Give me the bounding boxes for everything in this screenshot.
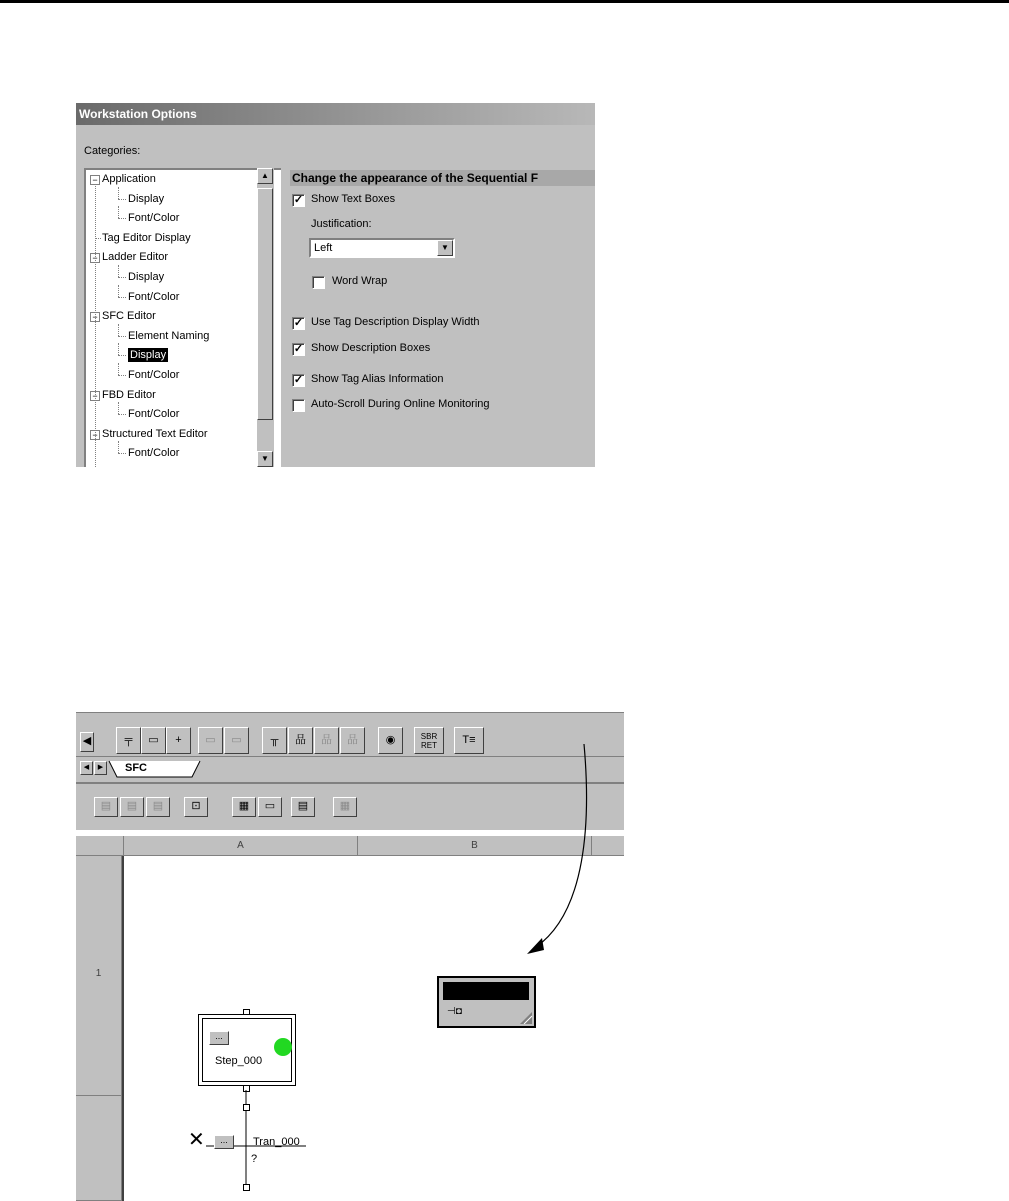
dialog-title: Workstation Options — [76, 103, 595, 125]
tree-item[interactable]: Ladder Editor — [102, 251, 169, 264]
auto-scroll-label: Auto-Scroll During Online Monitoring — [311, 398, 490, 410]
categories-tree[interactable] — [84, 168, 281, 467]
close-icon[interactable]: ✕ — [188, 1129, 205, 1151]
transition-top-connector[interactable] — [243, 1104, 250, 1111]
step-name: Step_000 — [215, 1055, 263, 1067]
tree-item[interactable]: Display — [128, 192, 165, 205]
categories-label: Categories: — [84, 145, 141, 157]
simultaneous-branch-icon[interactable]: ╥ — [262, 727, 287, 754]
scroll-down-icon[interactable]: ▼ — [257, 451, 273, 467]
tree-item[interactable]: Display — [128, 271, 165, 283]
tree-item[interactable]: Application — [102, 173, 156, 185]
tree-item[interactable]: Element Naming — [128, 329, 210, 342]
page-icon[interactable]: ▤ — [94, 797, 118, 817]
show-tag-alias-checkbox[interactable]: ✓ — [293, 374, 304, 386]
page-top-rule — [0, 0, 1009, 3]
action-icon[interactable]: ▭ — [198, 727, 223, 754]
collapse-icon[interactable]: − — [90, 430, 100, 440]
stop-icon[interactable]: ◉ — [378, 727, 403, 754]
collapse-icon[interactable]: − — [90, 312, 100, 322]
action2-icon[interactable]: ▭ — [224, 727, 249, 754]
step-icon[interactable]: ╤ — [116, 727, 141, 754]
sbr-ret-icon[interactable]: SBR RET — [414, 727, 444, 754]
tree-item[interactable]: Font/Color — [128, 408, 180, 421]
tree-connector — [118, 199, 126, 200]
step-initial-indicator — [274, 1038, 292, 1056]
scroll-thumb[interactable] — [257, 188, 273, 420]
zoom-icon[interactable]: ⊡ — [184, 797, 208, 817]
tree-connector — [118, 297, 126, 298]
tree-item[interactable]: Font/Color — [128, 447, 180, 460]
text-box-element[interactable] — [437, 976, 536, 1028]
branch3-icon[interactable]: 品 — [314, 727, 339, 754]
col-header-b: B — [358, 836, 592, 856]
options-heading: Change the appearance of the Sequential F — [290, 170, 595, 186]
tree-connector — [118, 375, 126, 376]
show-desc-boxes-label: Show Description Boxes — [311, 342, 431, 354]
resize-grip-icon[interactable] — [520, 1012, 532, 1024]
tree-connector — [118, 453, 126, 454]
tree-item[interactable]: Font/Color — [128, 290, 180, 303]
tree-connector — [118, 206, 119, 218]
tree-item[interactable]: Display — [130, 349, 167, 362]
tab-scroll-right-icon[interactable]: ▶ — [94, 761, 107, 775]
collapse-icon[interactable]: − — [90, 253, 100, 263]
toolbar-top-border — [76, 712, 624, 713]
workstation-options-dialog — [76, 103, 595, 467]
tree-item[interactable]: FBD Editor — [102, 388, 156, 401]
order-icon[interactable]: ▤ — [291, 797, 315, 817]
transition-rect-icon[interactable]: ▭ — [141, 727, 166, 754]
step-dots-button[interactable]: ... — [209, 1031, 229, 1045]
tree-connector — [118, 218, 126, 219]
transition-dots-button[interactable]: ... — [214, 1135, 234, 1149]
text-box-icon[interactable]: T≡ — [454, 727, 484, 754]
tree-connector — [118, 441, 119, 453]
word-wrap-label: Word Wrap — [332, 275, 388, 287]
tree-root-line — [95, 184, 96, 467]
branch4-icon[interactable]: 品 — [340, 727, 365, 754]
tree-item[interactable]: Font/Color — [128, 212, 180, 225]
text-box-body — [443, 982, 529, 1000]
scroll-up-icon[interactable]: ▲ — [257, 168, 273, 184]
justification-label: Justification: — [311, 218, 372, 230]
tree-connector — [118, 355, 126, 356]
pin-icon[interactable]: ⊣◘ — [447, 1006, 462, 1017]
tree-connector — [118, 285, 119, 297]
tree-connector — [118, 363, 119, 375]
transition-name: Tran_000 — [253, 1136, 300, 1148]
row-header-2 — [76, 1096, 122, 1201]
tab-scroll-left-icon[interactable]: ◀ — [80, 761, 93, 775]
collapse-icon[interactable]: − — [90, 391, 100, 401]
tree-connector — [118, 187, 119, 199]
frame-icon[interactable]: ▭ — [258, 797, 282, 817]
tree-connector — [118, 336, 126, 337]
chevron-down-icon[interactable]: ▼ — [437, 240, 453, 256]
tree-connector — [118, 324, 119, 336]
grid-icon[interactable]: ▦ — [232, 797, 256, 817]
add-icon[interactable]: + — [166, 727, 191, 754]
word-wrap-checkbox[interactable] — [312, 276, 325, 289]
tree-connector — [118, 265, 119, 277]
corner-header — [76, 836, 124, 856]
col-header-a: A — [124, 836, 358, 856]
callout-arrow — [516, 742, 624, 962]
show-text-boxes-label: Show Text Boxes — [311, 193, 396, 205]
transition-condition: ? — [251, 1153, 258, 1165]
sfc-editor — [76, 712, 624, 1201]
tree-item[interactable]: Tag Editor Display — [102, 231, 191, 244]
tree-connector — [118, 277, 126, 278]
tree-connector — [118, 343, 119, 355]
tree-scrollbar[interactable] — [257, 168, 274, 467]
row-header-1: 1 — [76, 856, 122, 1096]
tree-item[interactable]: SFC Editor — [102, 310, 156, 323]
tree-item[interactable]: Font/Color — [128, 369, 180, 381]
collapse-icon[interactable]: − — [90, 175, 100, 185]
page-edit-icon[interactable]: ▤ — [120, 797, 144, 817]
layout-icon[interactable]: ▦ — [333, 797, 357, 817]
tab-sfc[interactable]: SFC — [125, 762, 147, 774]
page-delete-icon[interactable]: ▤ — [146, 797, 170, 817]
show-desc-boxes-checkbox[interactable]: ✓ — [293, 343, 304, 355]
justification-dropdown[interactable] — [309, 238, 455, 258]
scroll-left-icon[interactable]: ◀ — [80, 732, 94, 752]
transition-bottom-connector[interactable] — [243, 1184, 250, 1191]
show-text-boxes-checkbox[interactable]: ✓ — [293, 194, 304, 206]
tree-connector — [118, 414, 126, 415]
use-tag-desc-width-checkbox[interactable]: ✓ — [293, 317, 304, 329]
tree-connector — [118, 402, 119, 414]
auto-scroll-checkbox[interactable] — [292, 399, 305, 412]
use-tag-desc-width-label: Use Tag Description Display Width — [311, 316, 480, 328]
justification-value: Left — [314, 242, 333, 254]
selection-branch-icon[interactable]: 品 — [288, 727, 313, 754]
show-tag-alias-label: Show Tag Alias Information — [311, 373, 444, 385]
tree-item[interactable]: Structured Text Editor — [102, 427, 208, 440]
